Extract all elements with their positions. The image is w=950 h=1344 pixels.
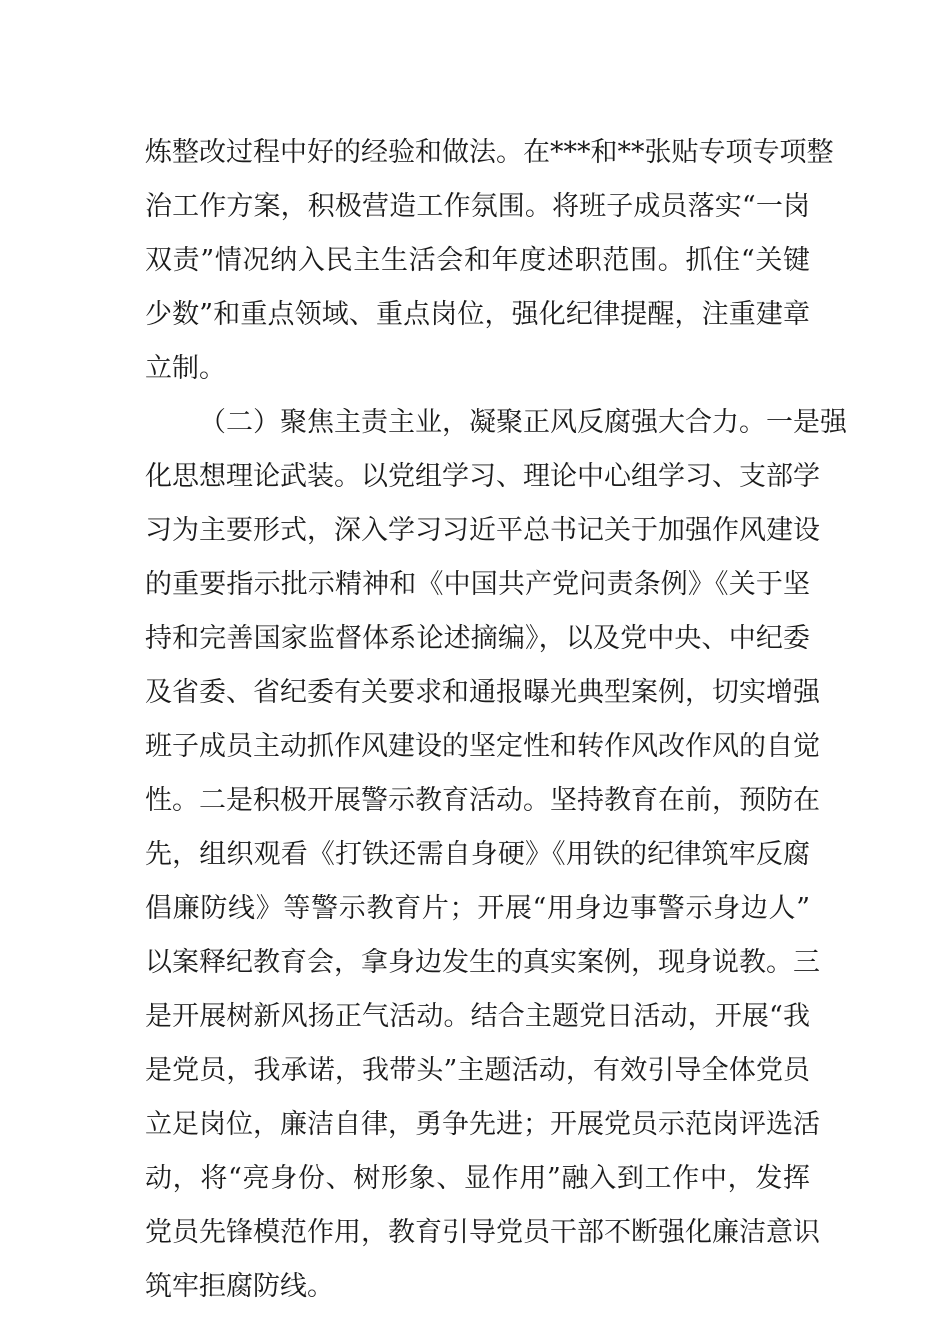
text-line: 持和完善国家监督体系论述摘编》，以及党中央、中纪委 [145,623,810,654]
text-line: 性。二是积极开展警示教育活动。坚持教育在前，预防在 [145,785,820,816]
text-line: 班子成员主动抓作风建设的坚定性和转作风改作风的自觉 [145,731,820,762]
text-line: 的重要指示批示精神和《中国共产党问责条例》《关于坚 [145,569,810,600]
text-line: 倡廉防线》等警示教育片；开展“用身边事警示身边人” [145,893,810,924]
text-line: 少数”和重点领域、重点岗位，强化纪律提醒，注重建章 [145,299,810,330]
text-line: 化思想理论武装。以党组学习、理论中心组学习、支部学 [145,461,820,492]
text-line: 及省委、省纪委有关要求和通报曝光典型案例，切实增强 [145,677,820,708]
text-line: 双责”情况纳入民主生活会和年度述职范围。抓住“关键 [145,245,810,276]
text-line: 立制。 [145,353,226,384]
text-line: 先，组织观看《打铁还需自身硬》《用铁的纪律筑牢反腐 [145,839,810,870]
text-line: 以案释纪教育会，拿身边发生的真实案例，现身说教。三 [145,947,820,978]
text-line: 党员先锋模范作用，教育引导党员干部不断强化廉洁意识 [145,1217,820,1248]
text-line: 炼整改过程中好的经验和做法。在***和**张贴专项专项整 [145,137,834,168]
text-line: 是开展树新风扬正气活动。结合主题党日活动，开展“我 [145,1001,810,1032]
paragraph-heading-line: （二）聚焦主责主业，凝聚正风反腐强大合力。一是强 [199,407,847,438]
text-line: 筑牢拒腐防线。 [145,1271,334,1302]
text-line: 治工作方案，积极营造工作氛围。将班子成员落实“一岗 [145,191,810,222]
text-line: 立足岗位，廉洁自律，勇争先进；开展党员示范岗评选活 [145,1109,820,1140]
text-line: 是党员，我承诺，我带头”主题活动，有效引导全体党员 [145,1055,810,1086]
text-line: 习为主要形式，深入学习习近平总书记关于加强作风建设 [145,515,820,546]
text-line: 动，将“亮身份、树形象、显作用”融入到工作中，发挥 [145,1163,810,1194]
